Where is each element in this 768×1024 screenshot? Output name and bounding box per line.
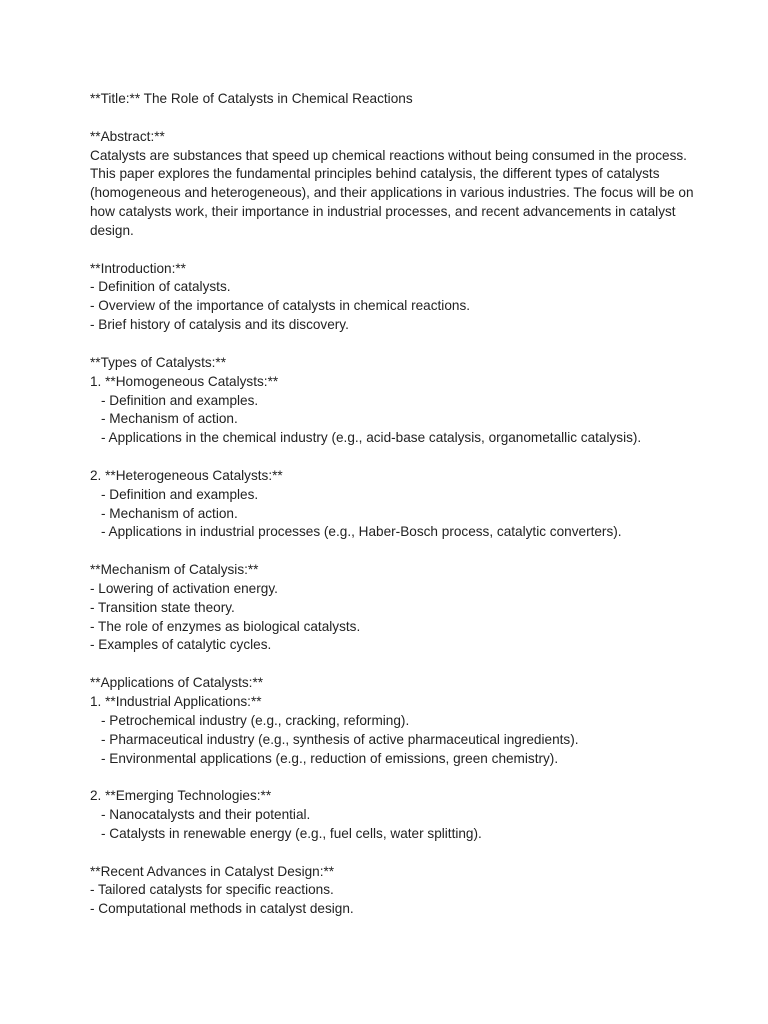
- blank-line: [90, 335, 710, 354]
- document-title: **Title:** The Role of Catalysts in Chemical Reactions: [90, 91, 413, 106]
- list-item: - Definition and examples.: [101, 486, 259, 502]
- list-item: - Applications in the chemical industry (e.g., acid-base catalysis, organometallic catalysis).: [101, 430, 642, 446]
- blank-line: [90, 655, 710, 674]
- abstract-text: Catalysts are substances that speed up chemical reactions without being consumed in the process. This paper explores the fundamental principles behind catalysis, the different types of catalysts (homogeneous and heterogeneous), and their applications in various industries. The focus will be on how catalysts work, their importance in industrial processes, and recent advancements in catalyst design.: [90, 147, 694, 238]
- list-item: - Computational methods in catalyst design.: [90, 901, 354, 917]
- types-heading: **Types of Catalysts:**: [90, 354, 226, 370]
- industrial-heading: 1. **Industrial Applications:**: [90, 694, 262, 709]
- list-item: - Tailored catalysts for specific reactions.: [90, 882, 334, 898]
- list-item: - Lowering of activation energy.: [90, 580, 278, 596]
- list-item: - The role of enzymes as biological catalysts.: [90, 618, 361, 634]
- list-item: - Examples of catalytic cycles.: [90, 637, 272, 653]
- blank-line: [90, 542, 710, 561]
- blank-line: [90, 241, 710, 260]
- introduction-heading: **Introduction:**: [90, 260, 186, 276]
- list-item: - Catalysts in renewable energy (e.g., fuel cells, water splitting).: [101, 825, 482, 841]
- homogeneous-heading: 1. **Homogeneous Catalysts:**: [90, 373, 279, 389]
- applications-heading: **Applications of Catalysts:**: [90, 675, 264, 691]
- list-item: - Pharmaceutical industry (e.g., synthesis of active pharmaceutical ingredients).: [101, 731, 579, 747]
- list-item: - Overview of the importance of catalysts in chemical reactions.: [90, 298, 471, 314]
- list-item: - Mechanism of action.: [101, 411, 238, 427]
- blank-line: [90, 768, 710, 787]
- recent-advances-heading: **Recent Advances in Catalyst Design:**: [90, 863, 335, 879]
- blank-line: [90, 844, 710, 863]
- list-item: - Environmental applications (e.g., reduction of emissions, green chemistry).: [101, 750, 559, 766]
- heterogeneous-heading: 2. **Heterogeneous Catalysts:**: [90, 467, 283, 483]
- list-item: - Applications in industrial processes (e.g., Haber-Bosch process, catalytic converters).: [101, 524, 622, 540]
- list-item: - Nanocatalysts and their potential.: [101, 807, 311, 823]
- list-item: - Brief history of catalysis and its discovery.: [90, 317, 349, 333]
- emerging-heading: 2. **Emerging Technologies:**: [90, 788, 272, 804]
- blank-line: [90, 448, 710, 467]
- list-item: - Mechanism of action.: [101, 505, 238, 521]
- list-item: - Transition state theory.: [90, 599, 235, 615]
- mechanism-heading: **Mechanism of Catalysis:**: [90, 562, 259, 578]
- document-page: [90, 90, 710, 919]
- abstract-heading: **Abstract:**: [90, 128, 165, 144]
- list-item: - Definition of catalysts.: [90, 279, 231, 295]
- list-item: - Definition and examples.: [101, 392, 259, 408]
- blank-line: [90, 109, 710, 128]
- list-item: - Petrochemical industry (e.g., cracking, reforming).: [101, 712, 410, 728]
